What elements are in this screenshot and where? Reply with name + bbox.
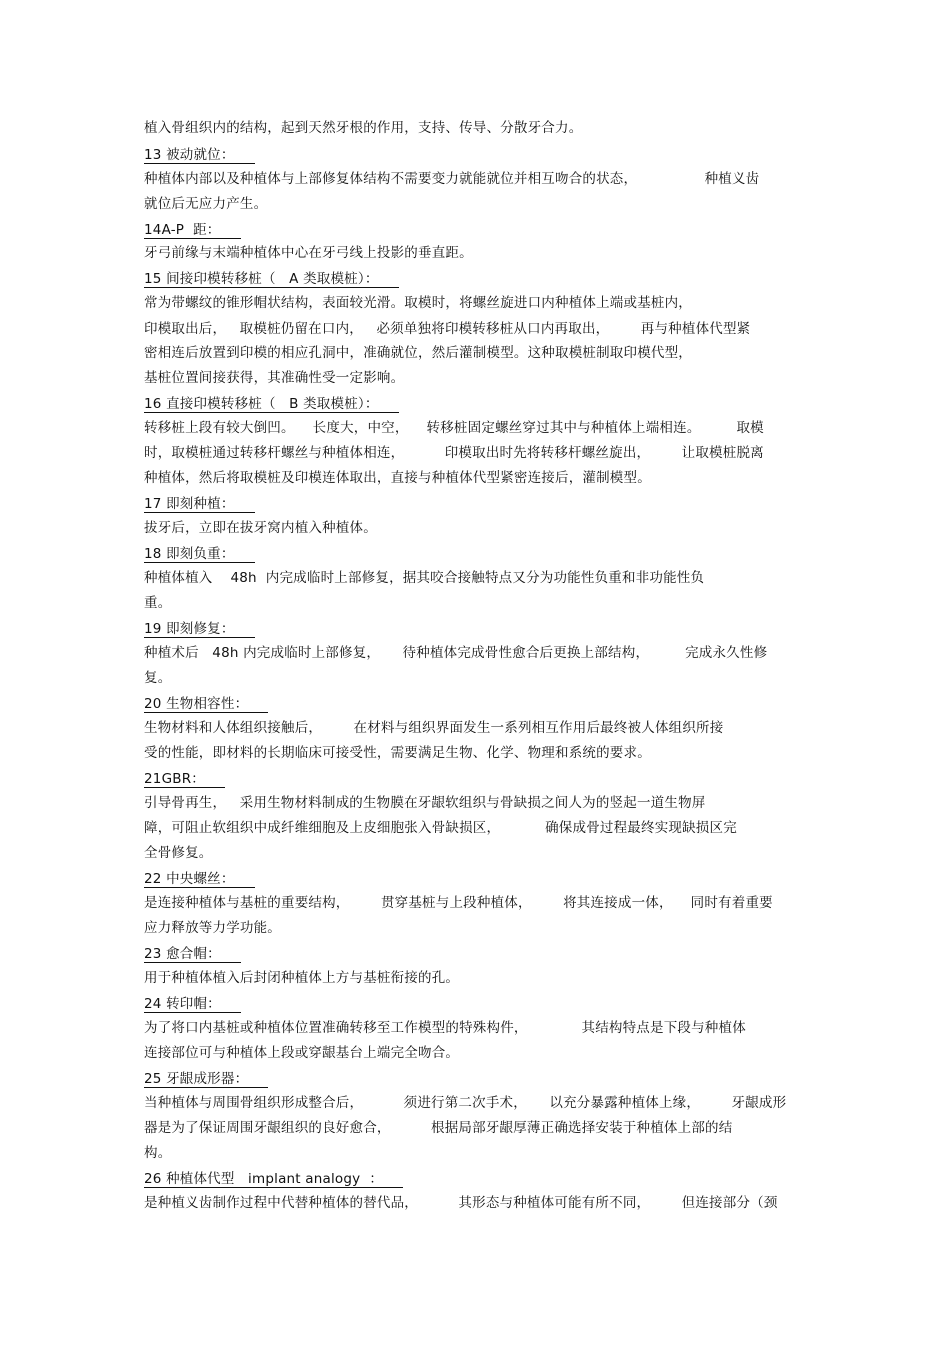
- term-heading-21: [144, 770, 225, 788]
- body-line: 复。: [144, 670, 172, 686]
- body-line: 受的性能，即材料的长期临床可接受性，需要满足生物、化学、物理和系统的要求。: [144, 745, 651, 761]
- body-line: 是连接种植体与基桩的重要结构， 贯穿基桩与上段种植体， 将其连接成一体， 同时有着重要: [144, 895, 773, 911]
- term-heading-18: [144, 545, 255, 563]
- body-line: 常为带螺纹的锥形帽状结构，表面较光滑。取模时，将螺丝旋进口内种植体上端或基桩内，: [144, 295, 692, 311]
- body-line: 植入骨组织内的结构，起到天然牙根的作用，支持、传导、分散牙合力。: [144, 120, 583, 136]
- body-line: 种植体内部以及种植体与上部修复体结构不需要变力就能就位并相互吻合的状态， 种植义齿: [144, 171, 760, 187]
- body-line: 就位后无应力产生。: [144, 196, 268, 212]
- body-line: 印模取出后， 取模桩仍留在口内， 必须单独将印模转移桩从口内再取出， 再与种植体代型紧: [144, 321, 751, 337]
- term-heading-label: 16 直接印模转移桩（ B 类取模桩）：: [144, 396, 399, 413]
- term-heading-label: 25 牙龈成形器：: [144, 1071, 268, 1088]
- body-line: 种植体植入 48h 内完成临时上部修复，据其咬合接触特点又分为功能性负重和非功能性负: [144, 570, 705, 586]
- term-heading-22: [144, 870, 255, 888]
- term-heading-14: [144, 221, 241, 239]
- term-heading-label: 17 即刻种植：: [144, 496, 255, 513]
- term-heading-label: 19 即刻修复：: [144, 621, 255, 638]
- term-heading-16: [144, 395, 399, 413]
- term-heading-label: 14A-P 距：: [144, 222, 241, 239]
- term-heading-15: [144, 270, 399, 288]
- body-line: 转移桩上段有较大倒凹。 长度大，中空， 转移桩固定螺丝穿过其中与种植体上端相连。 取模: [144, 420, 764, 436]
- body-line: 连接部位可与种植体上段或穿龈基台上端完全吻合。: [144, 1045, 460, 1061]
- term-heading-24: [144, 995, 241, 1013]
- term-heading-label: 18 即刻负重：: [144, 546, 255, 563]
- body-line: 牙弓前缘与末端种植体中心在牙弓线上投影的垂直距。: [144, 245, 473, 261]
- term-heading-label: 13 被动就位：: [144, 147, 255, 164]
- term-heading-13: [144, 146, 255, 164]
- term-heading-label: 24 转印帽：: [144, 996, 241, 1013]
- body-line: 种植体，然后将取模桩及印模连体取出，直接与种植体代型紧密连接后，灌制模型。: [144, 470, 651, 486]
- body-line: 重。: [144, 595, 172, 611]
- term-heading-label: 23 愈合帽：: [144, 946, 241, 963]
- body-line: 为了将口内基桩或种植体位置准确转移至工作模型的特殊构件， 其结构特点是下段与种植体: [144, 1020, 746, 1036]
- term-heading-label: 22 中央螺丝：: [144, 871, 255, 888]
- body-line: 构。: [144, 1145, 172, 1161]
- term-heading-17: [144, 495, 255, 513]
- term-heading-23: [144, 945, 241, 963]
- term-heading-25: [144, 1070, 268, 1088]
- body-line: 密相连后放置到印模的相应孔洞中，准确就位，然后灌制模型。这种取模桩制取印模代型，: [144, 345, 692, 361]
- body-line: 时，取模桩通过转移杆螺丝与种植体相连， 印模取出时先将转移杆螺丝旋出， 让取模桩脱离: [144, 445, 764, 461]
- term-heading-26: [144, 1170, 403, 1188]
- body-line: 器是为了保证周围牙龈组织的良好愈合， 根据局部牙龈厚薄正确选择安装于种植体上部的结: [144, 1120, 733, 1136]
- body-line: 用于种植体植入后封闭种植体上方与基桩衔接的孔。: [144, 970, 460, 986]
- term-heading-20: [144, 695, 268, 713]
- body-line: 应力释放等力学功能。: [144, 920, 281, 936]
- body-line: 基桩位置间接获得，其准确性受一定影响。: [144, 370, 405, 386]
- term-heading-label: 15 间接印模转移桩（ A 类取模桩）：: [144, 271, 399, 288]
- body-line: 是种植义齿制作过程中代替种植体的替代品， 其形态与种植体可能有所不同， 但连接部分（颈: [144, 1195, 778, 1211]
- term-heading-label: 20 生物相容性：: [144, 696, 268, 713]
- body-line: 生物材料和人体组织接触后， 在材料与组织界面发生一系列相互作用后最终被人体组织所接: [144, 720, 724, 736]
- body-line: 全骨修复。: [144, 845, 213, 861]
- body-line: 引导骨再生， 采用生物材料制成的生物膜在牙龈软组织与骨缺损之间人为的竖起一道生物屏: [144, 795, 706, 811]
- body-line: 种植术后 48h 内完成临时上部修复， 待种植体完成骨性愈合后更换上部结构， 完成永久性修: [144, 645, 768, 661]
- body-line: 拔牙后，立即在拔牙窝内植入种植体。: [144, 520, 377, 536]
- body-line: 障，可阻止软组织中成纤维细胞及上皮细胞张入骨缺损区， 确保成骨过程最终实现缺损区完: [144, 820, 737, 836]
- body-line: 当种植体与周围骨组织形成整合后， 须进行第二次手术， 以充分暴露种植体上缘， 牙龈成形: [144, 1095, 787, 1111]
- term-heading-label: 26 种植体代型 implant analogy ：: [144, 1171, 403, 1188]
- term-heading-19: [144, 620, 255, 638]
- term-heading-label: 21GBR：: [144, 771, 225, 788]
